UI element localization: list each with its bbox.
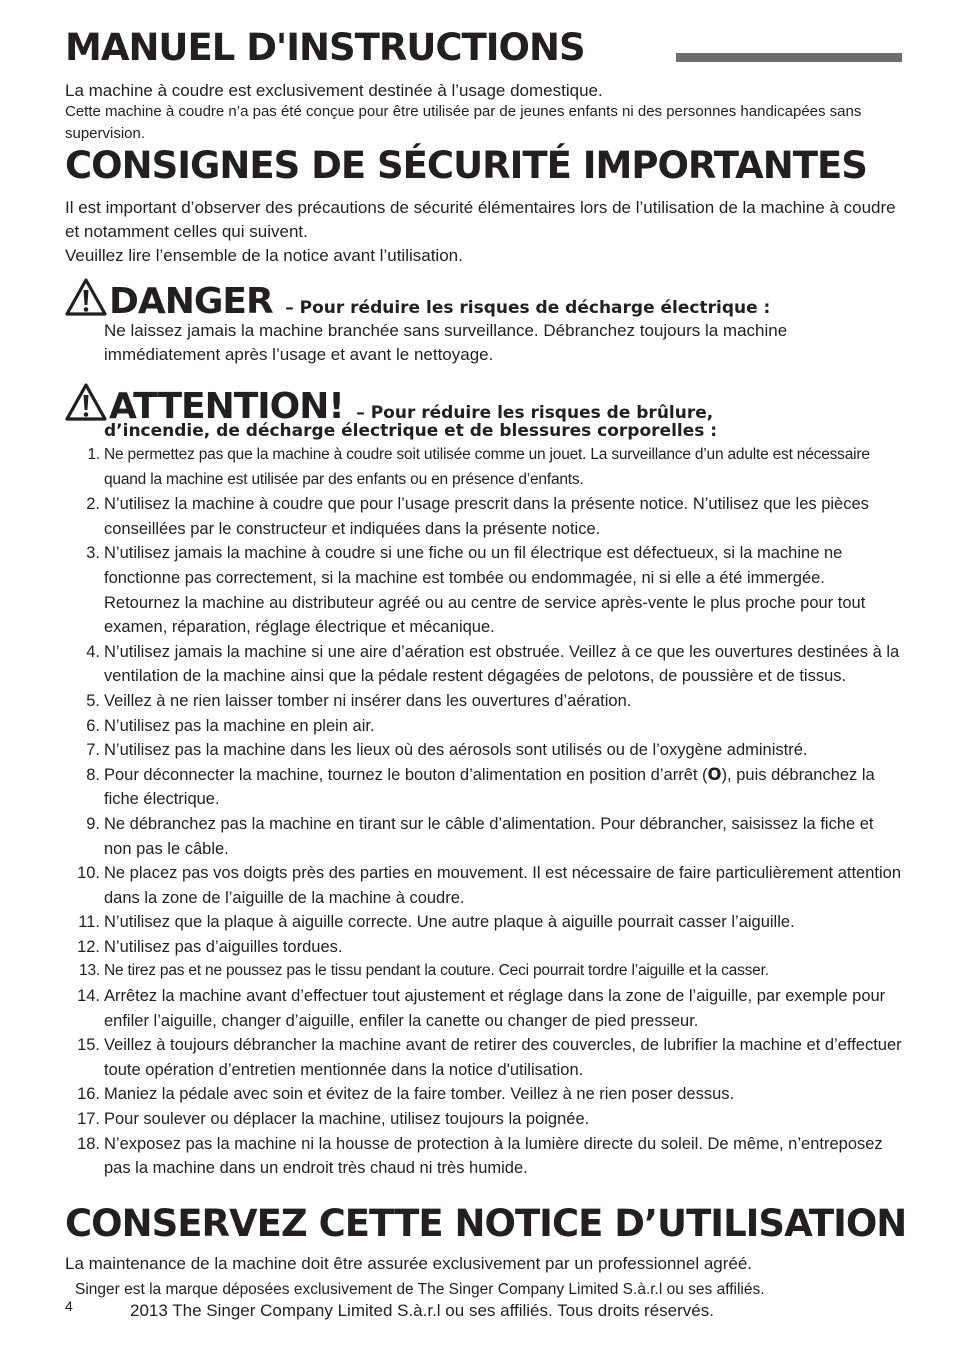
- maintenance-note: La maintenance de la machine doit être assurée exclusivement par un professionnel agréé.: [65, 1254, 753, 1273]
- copyright-note: 2013 The Singer Company Limited S.à.r.l ou ses affiliés. Tous droits réservés.: [130, 1301, 714, 1320]
- list-text: Ne permettez pas que la machine à coudre soit utilisée comme un jouet. La surveillance d’un adulte est nécessaire quand la machine est utilisée par des enfants ou en présence d’enfants.: [104, 446, 870, 488]
- safety-paragraph: Il est important d’observer des précautions de sécurité élémentaires lors de l’utilisation de la machine à coudre et notamment celles qui suivent.: [65, 198, 896, 241]
- safety-heading: CONSIGNES DE SÉCURITÉ IMPORTANTES: [65, 144, 867, 187]
- list-item: [77, 935, 904, 960]
- list-number: 18.: [77, 1134, 100, 1153]
- list-text: N’utilisez jamais la machine si une aire d’aération est obstruée. Veillez à ce que les ouvertures destinées à la ventilation de la machine ainsi que la pédale restent dégagées de pelotons, de poussière et de tissus.: [104, 642, 900, 686]
- list-number: 8.: [86, 765, 100, 784]
- list-item: [78, 910, 904, 935]
- list-text: N’utilisez pas d’aiguilles tordues.: [104, 937, 343, 956]
- list-number: 5.: [86, 691, 100, 710]
- list-text: N’exposez pas la machine ni la housse de protection à la lumière directe du soleil. De même, n’entreposez pas la machine dans un endroit très chaud ni très humide.: [104, 1134, 883, 1178]
- attention-word: ATTENTION!: [109, 386, 344, 427]
- list-item: [86, 640, 904, 689]
- conserve-heading: CONSERVEZ CETTE NOTICE D’UTILISATION: [65, 1202, 907, 1245]
- list-number: 10.: [77, 864, 100, 883]
- list-number: 14.: [77, 987, 100, 1006]
- intro-line-1: La machine à coudre est exclusivement destinée à l’usage domestique.: [65, 81, 603, 100]
- list-text: Veillez à toujours débrancher la machine avant de retirer des couvercles, de lubrifier la machine et d’effectuer toute opération d’entretien mentionnée dans la notice d'utilisation.: [104, 1036, 902, 1079]
- list-text: Ne placez pas vos doigts près des parties en mouvement. Il est nécessaire de faire particulièrement attention dans la zone de l’aiguille de la machine à coudre.: [104, 864, 902, 907]
- list-text: Pour soulever ou déplacer la machine, utilisez toujours la poignée.: [104, 1110, 590, 1129]
- list-item: [86, 738, 904, 763]
- list-text: N’utilisez que la plaque à aiguille correcte. Une autre plaque à aiguille pourrait casser l’aiguille.: [104, 913, 795, 932]
- list-item: [77, 861, 904, 910]
- list-text: Pour déconnecter la machine, tournez le bouton d’alimentation en position d’arrêt (: [104, 765, 708, 784]
- list-text: N’utilisez pas la machine dans les lieux où des aérosols sont utilisés ou de l’oxygène administré.: [104, 741, 808, 760]
- list-item: [86, 714, 904, 739]
- attention-subtitle-1: – Pour réduire les risques de brûlure,: [356, 403, 714, 423]
- read-notice-line: Veuillez lire l’ensemble de la notice avant l’utilisation.: [65, 246, 463, 265]
- danger-text: Ne laissez jamais la machine branchée sans surveillance. Débranchez toujours la machine immédiatement après l’usage et avant le nettoyage.: [104, 321, 788, 364]
- list-number: 15.: [77, 1036, 100, 1055]
- list-number: 2.: [86, 495, 100, 514]
- list-number: 7.: [86, 741, 100, 760]
- list-item: [86, 763, 904, 812]
- list-text: Ne tirez pas et ne poussez pas le tissu pendant la couture. Ceci pourrait tordre l’aiguille et la casser.: [104, 962, 769, 980]
- title-rule: [676, 53, 902, 62]
- intro-line-2: Cette machine à coudre n’a pas été conçue pour être utilisée par de jeunes enfants ni des personnes handicapées sans supervision.: [65, 103, 862, 142]
- list-item: [77, 1033, 904, 1082]
- list-item: [77, 984, 904, 1033]
- list-text: Arrêtez la machine avant d’effectuer tout ajustement et réglage dans la zone de l’aiguille, par exemple pour enfiler l’aiguille, changer d’aiguille, enfiler la canette ou changer de pied presseur.: [104, 987, 886, 1030]
- list-number: 12.: [77, 937, 100, 956]
- list-text: Ne débranchez pas la machine en tirant sur le câble d’alimentation. Pour débrancher, saisissez la fiche et non pas le câble.: [104, 814, 874, 858]
- list-text: N’utilisez la machine à coudre que pour l’usage prescrit dans la présente notice. N’utilisez que les pièces conseillées par le constructeur et indiquées dans la présente notice.: [104, 495, 869, 538]
- list-number: 9.: [86, 814, 100, 833]
- list-number: 6.: [86, 716, 100, 735]
- page-number: 4: [65, 1298, 73, 1314]
- list-text: Veillez à ne rien laisser tomber ni insérer dans les ouvertures d’aération.: [104, 691, 632, 710]
- list-item: [86, 689, 904, 714]
- list-item: [86, 541, 904, 639]
- attention-subtitle-2: d’incendie, de décharge électrique et de blessures corporelles :: [104, 421, 718, 441]
- list-number: 17.: [77, 1110, 100, 1129]
- list-number: 11.: [78, 913, 100, 932]
- list-item: [77, 1107, 904, 1132]
- list-number: 1.: [87, 446, 100, 463]
- list-number: 3.: [86, 544, 100, 563]
- list-item: [79, 959, 904, 984]
- list-item: [86, 492, 904, 541]
- list-text: N’utilisez pas la machine en plein air.: [104, 716, 375, 735]
- list-item: [77, 1082, 904, 1107]
- list-number: 4.: [86, 642, 100, 661]
- list-text: N’utilisez jamais la machine à coudre si une fiche ou un fil électrique est défectueux, si la machine ne fonctionne pas correctement, si la machine est tombée ou endommagée, ni si elle a été immergée. Retournez la machine au distributeur agréé ou au centre de service après-vente le plus proche pour tout examen, réparation, réglage électrique et mécanique.: [104, 544, 866, 637]
- warning-triangle-icon: [65, 278, 107, 316]
- safety-rules-list: [77, 443, 904, 1181]
- warning-triangle-icon: [65, 383, 107, 421]
- list-text: ), puis débranchez la fiche électrique.: [104, 765, 875, 809]
- danger-word: DANGER: [109, 281, 273, 322]
- power-off-symbol: O: [707, 764, 722, 784]
- list-text: Maniez la pédale avec soin et évitez de la faire tomber. Veillez à ne rien poser dessus.: [104, 1085, 735, 1104]
- list-item: [86, 812, 904, 861]
- danger-heading: [65, 278, 770, 322]
- danger-subtitle: – Pour réduire les risques de décharge électrique :: [285, 298, 771, 318]
- page-title: MANUEL D'INSTRUCTIONS: [65, 26, 585, 69]
- trademark-note: Singer est la marque déposées exclusivement de The Singer Company Limited S.à.r.l ou ses affiliés.: [75, 1281, 765, 1298]
- list-item: [87, 443, 904, 492]
- list-item: [77, 1132, 904, 1181]
- list-number: 16.: [77, 1085, 100, 1104]
- list-number: 13.: [79, 962, 100, 980]
